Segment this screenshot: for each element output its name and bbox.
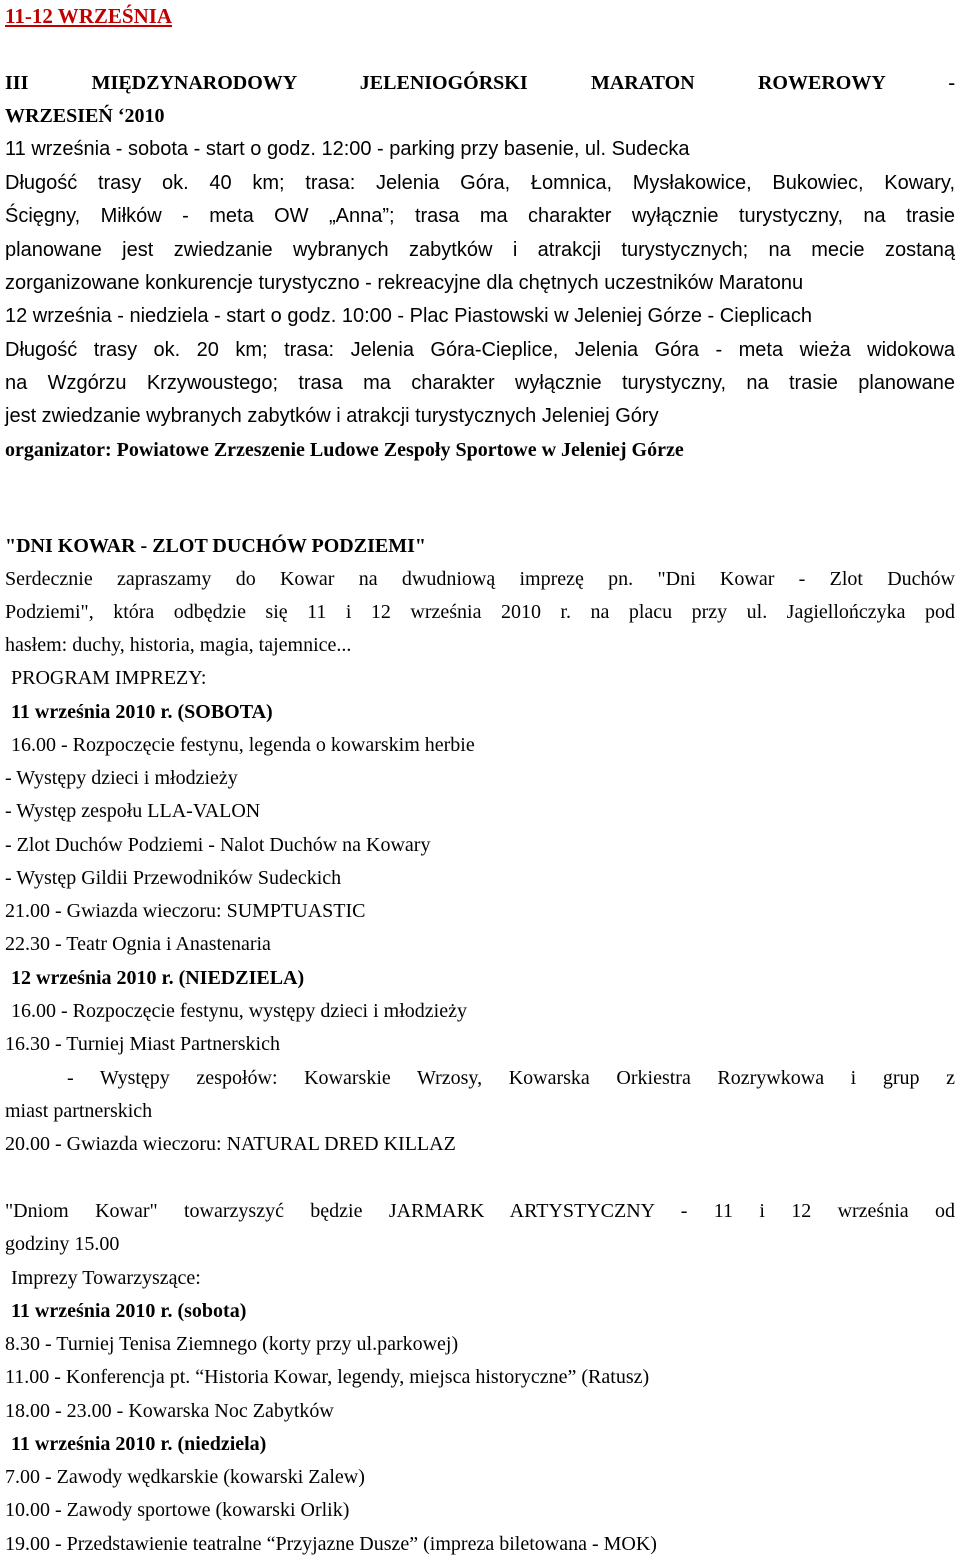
marathon-day2: 12 września - niedziela - start o godz. 10:00 - Plac Piastowski w Jeleniej Górze - Cieplicach bbox=[5, 305, 813, 327]
program-item-cont: miast partnerskich bbox=[5, 1100, 153, 1122]
marathon-text-line: planowane jest zwiedzanie wybranych zabytków i atrakcji turystycznych; na mecie zostaną bbox=[5, 239, 955, 261]
fair-text-line: "Dniom Kowar" towarzyszyć będzie JARMARK ARTYSTYCZNY - 11 i 12 września od bbox=[5, 1200, 955, 1222]
side-saturday-heading: 11 września 2010 r. (sobota) bbox=[11, 1300, 247, 1322]
side-event-item: 10.00 - Zawody sportowe (kowarski Orlik) bbox=[5, 1499, 350, 1521]
marathon-text-line: Długość trasy ok. 20 km; trasa: Jelenia Góra-Cieplice, Jelenia Góra - meta wieża widokowa bbox=[5, 339, 955, 361]
date-heading: 11-12 WRZEŚNIA bbox=[5, 4, 173, 28]
program-item: - Występ zespołu LLA-VALON bbox=[5, 800, 261, 822]
intro-text-line: hasłem: duchy, historia, magia, tajemnice... bbox=[5, 634, 352, 656]
program-item: 16.00 - Rozpoczęcie festynu, występy dzieci i młodzieży bbox=[11, 1000, 467, 1022]
program-item: 20.00 - Gwiazda wieczoru: NATURAL DRED KILLAZ bbox=[5, 1133, 456, 1155]
organizer-line: organizator: Powiatowe Zrzeszenie Ludowe Zespoły Sportowe w Jeleniej Górze bbox=[5, 439, 684, 461]
side-event-item: 18.00 - 23.00 - Kowarska Noc Zabytków bbox=[5, 1400, 334, 1422]
marathon-day1: 11 września - sobota - start o godz. 12:00 - parking przy basenie, ul. Sudecka bbox=[5, 138, 690, 160]
side-event-item: 8.30 - Turniej Tenisa Ziemnego (korty przy ul.parkowej) bbox=[5, 1333, 459, 1355]
side-event-item: 7.00 - Zawody wędkarskie (kowarski Zalew) bbox=[5, 1466, 365, 1488]
saturday-heading: 11 września 2010 r. (SOBOTA) bbox=[11, 701, 273, 723]
program-item: 16.00 - Rozpoczęcie festynu, legenda o kowarskim herbie bbox=[11, 734, 475, 756]
side-events-heading: Imprezy Towarzyszące: bbox=[11, 1267, 201, 1289]
marathon-title-cont: WRZESIEŃ ‘2010 bbox=[5, 105, 165, 127]
intro-text-line: Serdecznie zapraszamy do Kowar na dwudniową imprezę pn. "Dni Kowar - Zlot Duchów bbox=[5, 568, 955, 590]
program-item: 21.00 - Gwiazda wieczoru: SUMPTUASTIC bbox=[5, 900, 366, 922]
program-item: - Występy zespołów: Kowarskie Wrzosy, Kowarska Orkiestra Rozrywkowa i grup z bbox=[67, 1067, 955, 1089]
side-sunday-heading: 11 września 2010 r. (niedziela) bbox=[11, 1433, 267, 1455]
program-item: 22.30 - Teatr Ognia i Anastenaria bbox=[5, 933, 271, 955]
fair-text-line: godziny 15.00 bbox=[5, 1233, 120, 1255]
event-title: "DNI KOWAR - ZLOT DUCHÓW PODZIEMI" bbox=[5, 535, 426, 557]
marathon-title: III MIĘDZYNARODOWY JELENIOGÓRSKI MARATON ROWEROWY - bbox=[5, 72, 955, 94]
program-heading: PROGRAM IMPREZY: bbox=[11, 667, 207, 689]
program-item: 16.30 - Turniej Miast Partnerskich bbox=[5, 1033, 280, 1055]
program-item: - Zlot Duchów Podziemi - Nalot Duchów na Kowary bbox=[5, 834, 431, 856]
marathon-text-line: na Wzgórzu Krzywoustego; trasa ma charakter wyłącznie turystyczny, na trasie planowane bbox=[5, 372, 955, 394]
sunday-heading: 12 września 2010 r. (NIEDZIELA) bbox=[11, 967, 305, 989]
side-event-item: 11.00 - Konferencja pt. “Historia Kowar, legendy, miejsca historyczne” (Ratusz) bbox=[5, 1366, 650, 1388]
marathon-text-line: Ścięgny, Miłków - meta OW „Anna”; trasa ma charakter wyłącznie turystyczny, na trasie bbox=[5, 205, 955, 227]
marathon-text-line: zorganizowane konkurencje turystyczno - rekreacyjne dla chętnych uczestników Maratonu bbox=[5, 272, 804, 294]
intro-text-line: Podziemi", która odbędzie się 11 i 12 września 2010 r. na placu przy ul. Jagiellończyka pod bbox=[5, 601, 955, 623]
marathon-text-line: jest zwiedzanie wybranych zabytków i atrakcji turystycznych Jeleniej Góry bbox=[5, 405, 659, 427]
program-item: - Występ Gildii Przewodników Sudeckich bbox=[5, 867, 342, 889]
program-item: - Występy dzieci i młodzieży bbox=[5, 767, 238, 789]
side-event-item: 19.00 - Przedstawienie teatralne “Przyjazne Dusze” (impreza biletowana - MOK) bbox=[5, 1533, 657, 1555]
marathon-text-line: Długość trasy ok. 40 km; trasa: Jelenia Góra, Łomnica, Mysłakowice, Bukowiec, Kowary, bbox=[5, 172, 955, 194]
